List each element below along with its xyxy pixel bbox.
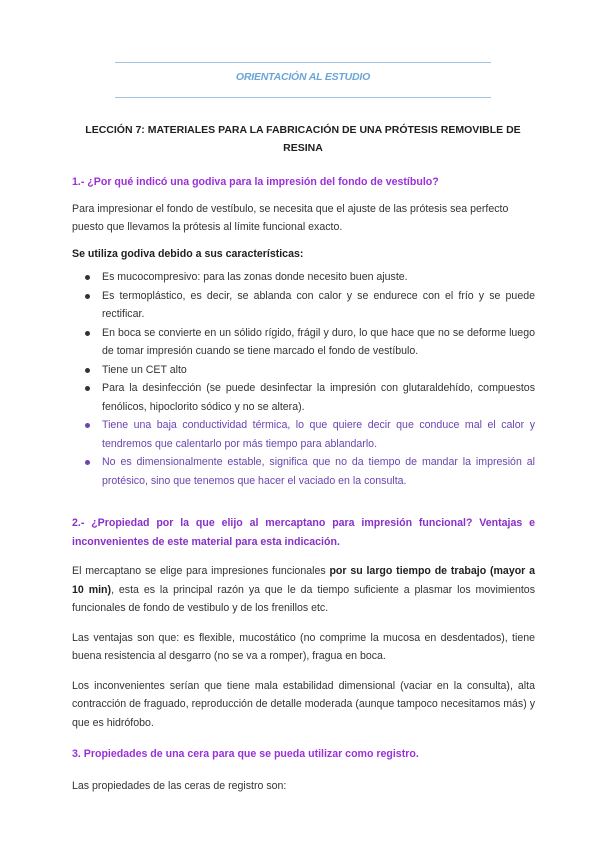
question-2: 2.- ¿Propiedad por la que elijo al mercaptano para impresión funcional? Ventajas e inconvenientes de este material para esta indicación.	[72, 517, 535, 548]
q2-paragraph-1	[72, 562, 535, 618]
header-title: ORIENTACIÓN AL ESTUDIO	[235, 71, 371, 83]
q1-bullet-list	[72, 268, 535, 490]
q3-intro: Las propiedades de las ceras de registro son:	[72, 779, 287, 792]
header-rule-top	[115, 62, 491, 63]
q2-p1-end: , esta es la principal razón ya que le da tiempo suficiente a plasmar los movimientos funcionales de fondo de vestibulo y de los frenillos etc.	[72, 583, 535, 614]
list-item: Para la desinfección (se puede desinfectar la impresión con glutaraldehído, compuestos fenólicos, hipoclorito sódico y no se altera).	[72, 379, 535, 416]
header-rule-bottom	[115, 97, 491, 98]
question-1: 1.- ¿Por qué indicó una godiva para la impresión del fondo de vestíbulo?	[72, 176, 439, 188]
q1-answer: Para impresionar el fondo de vestíbulo, se necesita que el ajuste de las prótesis sea perfecto puesto que llevamos la prótesis al límite funcional exacto.	[72, 202, 509, 233]
q2-p1-start: El mercaptano se elige para impresiones funcionales	[72, 565, 330, 577]
q2-paragraph-2: Las ventajas son que: es flexible, mucostático (no comprime la mucosa en desdentados), tiene buena resistencia al desgarro (no se va a romper), fragua en boca.	[72, 631, 535, 662]
lesson-title: LECCIÓN 7: MATERIALES PARA LA FABRICACIÓN DE UNA PRÓTESIS REMOVIBLE DE RESINA	[85, 124, 521, 154]
list-item: Tiene un CET alto	[72, 361, 535, 380]
list-item: Es termoplástico, es decir, se ablanda con calor y se endurece con el frío y se puede rectificar.	[72, 287, 535, 324]
document-body	[72, 173, 535, 795]
q2-p1-bold: por su largo tiempo de trabajo (mayor a 10 min)	[72, 565, 535, 596]
q1-subheading: Se utiliza godiva debido a sus características:	[72, 247, 304, 260]
list-item: Es mucocompresivo: para las zonas donde necesito buen ajuste.	[72, 268, 535, 287]
list-item: En boca se convierte en un sólido rígido, frágil y duro, lo que hace que no se deforme luego de tomar impresión cuando se tiene marcado el fondo de vestíbulo.	[72, 324, 535, 361]
q2-paragraph-3: Los inconvenientes serían que tiene mala estabilidad dimensional (vaciar en la consulta), alta contracción de fraguado, reproducción de detalle moderada (aunque tampoco necesitamos más) y que es hidrófobo.	[72, 679, 535, 729]
question-3: 3. Propiedades de una cera para que se pueda utilizar como registro.	[72, 748, 419, 760]
list-item: Tiene una baja conductividad térmica, lo que quiere decir que conduce mal el calor y tendremos que calentarlo por más tiempo para ablandarlo.	[72, 416, 535, 453]
list-item: No es dimensionalmente estable, significa que no da tiempo de mandar la impresión al protésico, sino que tenemos que hacer el vaciado en la consulta.	[72, 453, 535, 490]
